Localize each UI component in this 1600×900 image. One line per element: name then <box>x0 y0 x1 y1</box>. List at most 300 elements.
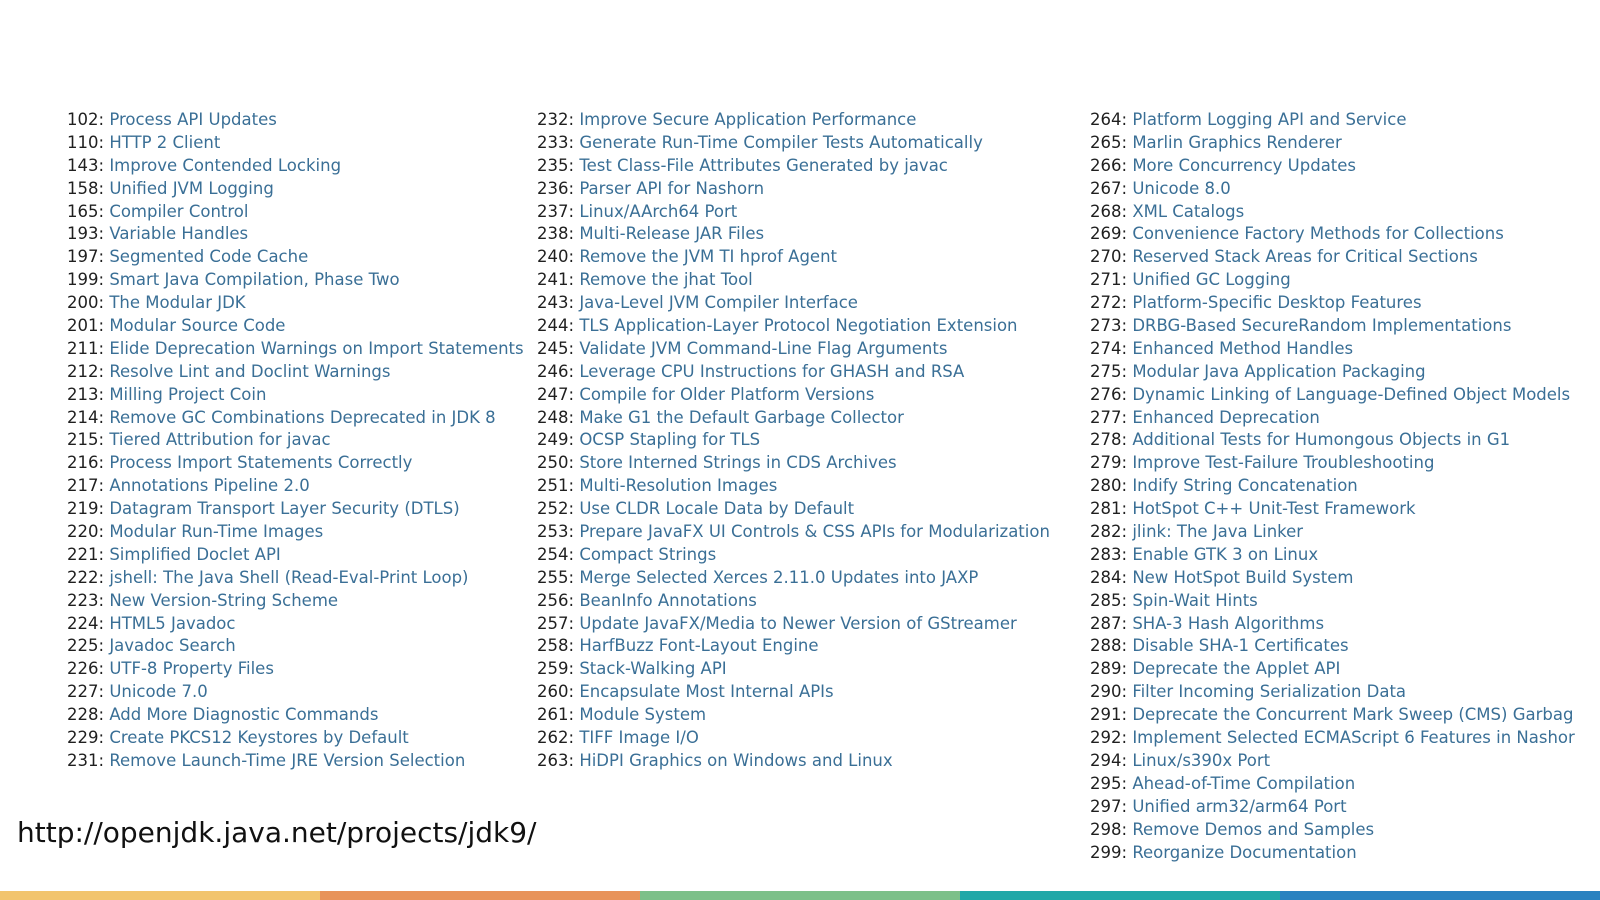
jep-item <box>67 704 537 727</box>
jep-title-link[interactable]: Update JavaFX/Media to Newer Version of GStreamer <box>579 613 1017 633</box>
jep-number: 228 <box>67 705 99 725</box>
jep-number: 193 <box>67 224 99 244</box>
jep-number: 264 <box>1090 110 1122 129</box>
jep-item <box>537 750 1090 773</box>
jep-separator: : <box>98 499 110 519</box>
jep-number: 215 <box>67 430 99 450</box>
jep-title-link[interactable]: Javadoc Search <box>109 636 236 656</box>
jep-number: 237 <box>537 201 569 221</box>
jep-number: 214 <box>67 407 99 427</box>
bar-segment-orange <box>320 891 640 900</box>
jep-title-link[interactable]: Encapsulate Most Internal APIs <box>579 682 834 702</box>
jep-item <box>67 521 537 544</box>
jep-separator: : <box>1121 270 1133 290</box>
jep-item <box>1090 246 1600 269</box>
jep-item <box>537 132 1090 155</box>
jep-separator: : <box>568 705 580 725</box>
jep-title-link[interactable]: Remove GC Combinations Deprecated in JDK 8 <box>109 407 496 427</box>
jep-item <box>1090 223 1600 246</box>
jep-title-link[interactable]: Unicode 8.0 <box>1132 178 1231 198</box>
jep-title-link[interactable]: Platform-Specific Desktop Features <box>1132 293 1422 313</box>
jep-title-link[interactable]: Platform Logging API and Service <box>1132 110 1407 129</box>
jep-number: 251 <box>537 476 569 496</box>
jep-title-link[interactable]: Use CLDR Locale Data by Default <box>579 499 855 519</box>
jep-number: 246 <box>537 361 569 381</box>
jep-number: 236 <box>537 178 569 198</box>
jep-item <box>537 544 1090 567</box>
jep-item <box>67 223 537 246</box>
jep-item <box>67 246 537 269</box>
jep-title-link[interactable]: HTML5 Javadoc <box>109 613 236 633</box>
jep-item <box>67 361 537 384</box>
jep-title-link[interactable]: Modular Source Code <box>109 316 286 336</box>
jep-title-link[interactable]: Module System <box>579 705 707 725</box>
jep-title-link[interactable]: Unified arm32/arm64 Port <box>1132 796 1347 816</box>
jep-separator: : <box>1121 247 1133 267</box>
jep-column-3 <box>1090 109 1600 864</box>
jep-separator: : <box>1121 819 1133 839</box>
jep-item <box>1090 613 1600 636</box>
jep-separator: : <box>98 728 110 748</box>
jep-title-link[interactable]: Segmented Code Cache <box>109 247 309 267</box>
jep-item <box>537 315 1090 338</box>
jep-item <box>1090 635 1600 658</box>
jep-item <box>1090 475 1600 498</box>
jep-separator: : <box>1121 338 1133 358</box>
jep-title-link[interactable]: Parser API for Nashorn <box>579 178 765 198</box>
jep-item <box>1090 819 1600 842</box>
jep-title-link[interactable]: Additional Tests for Humongous Objects in G1 <box>1132 430 1511 450</box>
jep-number: 278 <box>1090 430 1122 450</box>
jep-title-link[interactable]: Convenience Factory Methods for Collections <box>1132 224 1504 244</box>
jep-item <box>537 246 1090 269</box>
jep-title-link[interactable]: Process API Updates <box>109 110 277 129</box>
jep-separator: : <box>568 293 580 313</box>
jep-item <box>67 727 537 750</box>
jep-title-link[interactable]: Filter Incoming Serialization Data <box>1132 682 1407 702</box>
jep-separator: : <box>1121 522 1133 542</box>
jep-title-link[interactable]: Spin-Wait Hints <box>1132 590 1258 610</box>
jep-separator: : <box>98 544 110 564</box>
jep-separator: : <box>1121 796 1133 816</box>
jep-title-link[interactable]: Multi-Release JAR Files <box>579 224 765 244</box>
jep-title-link[interactable]: Milling Project Coin <box>109 384 267 404</box>
jep-separator: : <box>98 682 110 702</box>
jep-separator: : <box>568 453 580 473</box>
jep-item <box>537 269 1090 292</box>
jep-title-link[interactable]: Tiered Attribution for javac <box>109 430 331 450</box>
jep-separator: : <box>568 430 580 450</box>
jep-item <box>1090 384 1600 407</box>
jep-separator: : <box>98 338 110 358</box>
jep-number: 243 <box>537 293 569 313</box>
jep-title-link[interactable]: Make G1 the Default Garbage Collector <box>579 407 904 427</box>
jep-number: 244 <box>537 316 569 336</box>
jep-title-link[interactable]: Dynamic Linking of Language-Defined Object Models <box>1132 384 1571 404</box>
jep-title-link[interactable]: Modular Run-Time Images <box>109 522 324 542</box>
jep-separator: : <box>1121 682 1133 702</box>
jep-item <box>537 223 1090 246</box>
jep-number: 233 <box>537 132 569 152</box>
jep-item <box>67 384 537 407</box>
jep-item <box>1090 727 1600 750</box>
jep-separator: : <box>568 682 580 702</box>
jep-number: 279 <box>1090 453 1122 473</box>
jep-title-link[interactable]: Prepare JavaFX UI Controls & CSS APIs for Modularization <box>579 522 1050 542</box>
jep-item <box>1090 704 1600 727</box>
jep-separator: : <box>98 155 110 175</box>
jep-item <box>537 384 1090 407</box>
jep-number: 258 <box>537 636 569 656</box>
jep-number: 277 <box>1090 407 1122 427</box>
jep-separator: : <box>1121 613 1133 633</box>
jep-title-link[interactable]: Remove the JVM TI hprof Agent <box>579 247 838 267</box>
jep-item <box>67 635 537 658</box>
jep-title-link[interactable]: Deprecate the Applet API <box>1132 659 1341 679</box>
jep-item <box>537 475 1090 498</box>
jep-title-link[interactable]: Compiler Control <box>109 201 249 221</box>
jep-title-link[interactable]: XML Catalogs <box>1132 201 1245 221</box>
jep-title-link[interactable]: Compact Strings <box>579 544 717 564</box>
jep-number: 219 <box>67 499 99 519</box>
jep-separator: : <box>568 522 580 542</box>
jep-number: 213 <box>67 384 99 404</box>
jep-title-link[interactable]: Improve Contended Locking <box>109 155 342 175</box>
bar-segment-blue <box>1280 891 1600 900</box>
jep-item <box>67 407 537 430</box>
jep-number: 253 <box>537 522 569 542</box>
jep-title-link[interactable]: New HotSpot Build System <box>1132 567 1354 587</box>
jep-item <box>67 315 537 338</box>
jep-separator: : <box>568 613 580 633</box>
jep-separator: : <box>568 636 580 656</box>
jep-number: 240 <box>537 247 569 267</box>
jep-title-link[interactable]: More Concurrency Updates <box>1132 155 1357 175</box>
jep-separator: : <box>568 132 580 152</box>
jep-number: 287 <box>1090 613 1122 633</box>
jep-title-link[interactable]: Add More Diagnostic Commands <box>109 705 379 725</box>
jep-separator: : <box>98 705 110 725</box>
jep-title-link[interactable]: Remove Launch-Time JRE Version Selection <box>109 750 466 770</box>
jep-title-link[interactable]: Remove the jhat Tool <box>579 270 753 290</box>
jep-item <box>1090 155 1600 178</box>
jep-title-link[interactable]: Enhanced Method Handles <box>1132 338 1354 358</box>
jep-item <box>1090 590 1600 613</box>
jep-title-link[interactable]: DRBG-Based SecureRandom Implementations <box>1132 316 1512 336</box>
jep-separator: : <box>98 247 110 267</box>
bar-segment-green <box>640 891 960 900</box>
jep-separator: : <box>98 201 110 221</box>
jep-item <box>67 567 537 590</box>
jep-title-link[interactable]: Resolve Lint and Doclint Warnings <box>109 361 391 381</box>
jep-title-link[interactable]: Datagram Transport Layer Security (DTLS) <box>109 499 460 519</box>
jep-number: 211 <box>67 338 99 358</box>
jep-title-link[interactable]: New Version-String Scheme <box>109 590 339 610</box>
jep-title-link[interactable]: Linux/s390x Port <box>1132 750 1271 770</box>
jep-title-link[interactable]: Ahead-of-Time Compilation <box>1132 773 1356 793</box>
jep-separator: : <box>1121 132 1133 152</box>
jep-number: 256 <box>537 590 569 610</box>
jep-title-link[interactable]: jshell: The Java Shell (Read-Eval-Print Loop) <box>109 567 469 587</box>
jep-title-link[interactable]: TLS Application-Layer Protocol Negotiation Extension <box>579 316 1018 336</box>
jep-title-link[interactable]: Remove Demos and Samples <box>1132 819 1375 839</box>
jep-separator: : <box>568 659 580 679</box>
jep-number: 283 <box>1090 544 1122 564</box>
jep-title-link[interactable]: Modular Java Application Packaging <box>1132 361 1426 381</box>
jep-number: 229 <box>67 728 99 748</box>
jep-separator: : <box>98 590 110 610</box>
jep-separator: : <box>98 224 110 244</box>
jep-number: 297 <box>1090 796 1122 816</box>
jep-title-link[interactable]: Merge Selected Xerces 2.11.0 Updates into JAXP <box>579 567 979 587</box>
jep-number: 224 <box>67 613 99 633</box>
jep-title-link[interactable]: Enhanced Deprecation <box>1132 407 1320 427</box>
jep-title-link[interactable]: Create PKCS12 Keystores by Default <box>109 728 409 748</box>
jep-number: 165 <box>67 201 99 221</box>
jep-title-link[interactable]: Validate JVM Command-Line Flag Arguments <box>579 338 948 358</box>
jep-separator: : <box>98 636 110 656</box>
jep-item <box>537 155 1090 178</box>
jep-item <box>67 429 537 452</box>
jep-number: 221 <box>67 544 99 564</box>
jep-item <box>1090 773 1600 796</box>
jep-item <box>1090 498 1600 521</box>
jep-title-link[interactable]: Process Import Statements Correctly <box>109 453 413 473</box>
jep-number: 201 <box>67 316 99 336</box>
jep-item <box>1090 452 1600 475</box>
jep-item <box>1090 201 1600 224</box>
jep-item <box>537 452 1090 475</box>
jep-item <box>1090 361 1600 384</box>
jep-separator: : <box>568 316 580 336</box>
jep-number: 158 <box>67 178 99 198</box>
jep-item <box>537 521 1090 544</box>
jep-separator: : <box>568 201 580 221</box>
jep-separator: : <box>1121 590 1133 610</box>
jep-title-link[interactable]: The Modular JDK <box>109 293 246 313</box>
jep-item <box>537 704 1090 727</box>
bar-segment-teal <box>960 891 1280 900</box>
jep-item <box>537 292 1090 315</box>
jep-separator: : <box>568 499 580 519</box>
jep-title-link[interactable]: Unified GC Logging <box>1132 270 1291 290</box>
jep-separator: : <box>568 384 580 404</box>
jep-item <box>537 498 1090 521</box>
jep-number: 282 <box>1090 522 1122 542</box>
jep-item <box>1090 796 1600 819</box>
jep-separator: : <box>1121 453 1133 473</box>
jep-number: 269 <box>1090 224 1122 244</box>
jep-number: 231 <box>67 750 99 770</box>
jep-title-link[interactable]: Multi-Resolution Images <box>579 476 778 496</box>
jep-number: 284 <box>1090 567 1122 587</box>
jep-number: 248 <box>537 407 569 427</box>
jep-title-link[interactable]: TIFF Image I/O <box>579 728 699 748</box>
jep-number: 292 <box>1090 728 1122 748</box>
jep-title-link[interactable]: Smart Java Compilation, Phase Two <box>109 270 400 290</box>
jep-title-link[interactable]: HiDPI Graphics on Windows and Linux <box>579 750 893 770</box>
jep-item <box>1090 292 1600 315</box>
jep-number: 232 <box>537 110 569 129</box>
jep-separator: : <box>98 453 110 473</box>
jep-title-link[interactable]: Disable SHA-1 Certificates <box>1132 636 1349 656</box>
jep-title-link[interactable]: OCSP Stapling for TLS <box>579 430 761 450</box>
jep-number: 289 <box>1090 659 1122 679</box>
jep-number: 270 <box>1090 247 1122 267</box>
jep-item <box>67 201 537 224</box>
jep-title-link[interactable]: Marlin Graphics Renderer <box>1132 132 1342 152</box>
jep-number: 241 <box>537 270 569 290</box>
jep-separator: : <box>1121 316 1133 336</box>
jep-number: 223 <box>67 590 99 610</box>
jep-number: 249 <box>537 430 569 450</box>
jep-separator: : <box>568 155 580 175</box>
jep-number: 197 <box>67 247 99 267</box>
jep-title-link[interactable]: Annotations Pipeline 2.0 <box>109 476 310 496</box>
jep-title-link[interactable]: HTTP 2 Client <box>109 132 221 152</box>
jep-title-link[interactable]: Elide Deprecation Warnings on Import Statements <box>109 338 524 358</box>
jep-separator: : <box>1121 224 1133 244</box>
jep-title-link[interactable]: Reorganize Documentation <box>1132 842 1357 862</box>
jep-number: 143 <box>67 155 99 175</box>
jep-separator: : <box>568 338 580 358</box>
jep-separator: : <box>1121 842 1133 862</box>
jep-item <box>537 109 1090 132</box>
jep-separator: : <box>1121 178 1133 198</box>
jep-title-link[interactable]: Implement Selected ECMAScript 6 Features in Nashor <box>1132 728 1575 748</box>
jep-title-link[interactable]: HarfBuzz Font-Layout Engine <box>579 636 819 656</box>
jep-title-link[interactable]: Unicode 7.0 <box>109 682 208 702</box>
jep-title-link[interactable]: Compile for Older Platform Versions <box>579 384 875 404</box>
jep-item <box>67 452 537 475</box>
jep-item <box>67 269 537 292</box>
jep-title-link[interactable]: Simplified Doclet API <box>109 544 281 564</box>
jep-separator: : <box>1121 544 1133 564</box>
jep-separator: : <box>1121 201 1133 221</box>
jep-item <box>537 338 1090 361</box>
jep-separator: : <box>1121 361 1133 381</box>
jep-title-link[interactable]: Test Class-File Attributes Generated by javac <box>579 155 948 175</box>
jep-number: 226 <box>67 659 99 679</box>
jep-number: 259 <box>537 659 569 679</box>
jep-separator: : <box>568 270 580 290</box>
jep-title-link[interactable]: Generate Run-Time Compiler Tests Automatically <box>579 132 983 152</box>
jep-separator: : <box>98 476 110 496</box>
jep-title-link[interactable]: Linux/AArch64 Port <box>579 201 738 221</box>
jep-separator: : <box>568 247 580 267</box>
jep-separator: : <box>98 361 110 381</box>
jep-item <box>537 613 1090 636</box>
jep-item <box>67 544 537 567</box>
jep-separator: : <box>98 132 110 152</box>
jep-item <box>1090 407 1600 430</box>
jep-item <box>67 292 537 315</box>
jep-separator: : <box>1121 155 1133 175</box>
jep-number: 247 <box>537 384 569 404</box>
jep-item <box>537 361 1090 384</box>
jep-number: 199 <box>67 270 99 290</box>
jep-separator: : <box>98 750 110 770</box>
jep-title-link[interactable]: BeanInfo Annotations <box>579 590 757 610</box>
jep-title-link[interactable]: Reserved Stack Areas for Critical Sections <box>1132 247 1478 267</box>
bar-segment-yellow <box>0 891 320 900</box>
jep-separator: : <box>568 728 580 748</box>
jep-item <box>537 429 1090 452</box>
jep-number: 220 <box>67 522 99 542</box>
jep-number: 254 <box>537 544 569 564</box>
jep-separator: : <box>568 567 580 587</box>
jep-title-link[interactable]: Deprecate the Concurrent Mark Sweep (CMS) Garbag <box>1132 705 1574 725</box>
jep-number: 266 <box>1090 155 1122 175</box>
jep-item <box>537 201 1090 224</box>
jep-separator: : <box>1121 728 1133 748</box>
jep-title-link[interactable]: SHA-3 Hash Algorithms <box>1132 613 1325 633</box>
jep-separator: : <box>98 270 110 290</box>
jep-title-link[interactable]: UTF-8 Property Files <box>109 659 274 679</box>
jep-separator: : <box>568 590 580 610</box>
jep-number: 200 <box>67 293 99 313</box>
jep-separator: : <box>1121 384 1133 404</box>
jep-number: 294 <box>1090 750 1122 770</box>
jep-item <box>537 567 1090 590</box>
jep-separator: : <box>98 384 110 404</box>
jep-title-link[interactable]: Leverage CPU Instructions for GHASH and RSA <box>579 361 965 381</box>
jep-title-link[interactable]: Indify String Concatenation <box>1132 476 1358 496</box>
jep-title-link[interactable]: Variable Handles <box>109 224 249 244</box>
jep-title-link[interactable]: Improve Secure Application Performance <box>579 110 917 129</box>
jep-number: 299 <box>1090 842 1122 862</box>
jep-item <box>67 750 537 773</box>
jep-item <box>537 727 1090 750</box>
jep-item <box>1090 544 1600 567</box>
jep-number: 261 <box>537 705 569 725</box>
jep-separator: : <box>98 293 110 313</box>
jep-item <box>67 590 537 613</box>
jep-number: 227 <box>67 682 99 702</box>
jep-separator: : <box>1121 110 1133 129</box>
jep-number: 257 <box>537 613 569 633</box>
jep-item <box>537 407 1090 430</box>
jep-title-link[interactable]: HotSpot C++ Unit-Test Framework <box>1132 499 1416 519</box>
project-url[interactable]: http://openjdk.java.net/projects/jdk9/ <box>17 816 537 849</box>
jep-title-link[interactable]: Improve Test-Failure Troubleshooting <box>1132 453 1435 473</box>
jep-number: 281 <box>1090 499 1122 519</box>
jep-number: 245 <box>537 338 569 358</box>
jep-separator: : <box>568 110 580 129</box>
jep-separator: : <box>1121 750 1133 770</box>
jep-title-link[interactable]: Unified JVM Logging <box>109 178 274 198</box>
jep-separator: : <box>1121 636 1133 656</box>
jep-number: 274 <box>1090 338 1122 358</box>
jep-separator: : <box>568 750 580 770</box>
jep-title-link[interactable]: jlink: The Java Linker <box>1132 522 1304 542</box>
jep-item <box>1090 658 1600 681</box>
jep-title-link[interactable]: Stack-Walking API <box>579 659 727 679</box>
jep-title-link[interactable]: Java-Level JVM Compiler Interface <box>579 293 858 313</box>
jep-title-link[interactable]: Store Interned Strings in CDS Archives <box>579 453 897 473</box>
jep-separator: : <box>98 110 110 129</box>
jep-number: 260 <box>537 682 569 702</box>
jep-number: 298 <box>1090 819 1122 839</box>
jep-item <box>67 132 537 155</box>
jep-item <box>537 681 1090 704</box>
jep-number: 102 <box>67 110 99 129</box>
jep-separator: : <box>1121 567 1133 587</box>
jep-title-link[interactable]: Enable GTK 3 on Linux <box>1132 544 1319 564</box>
jep-item <box>1090 681 1600 704</box>
jep-number: 217 <box>67 476 99 496</box>
jep-separator: : <box>98 407 110 427</box>
